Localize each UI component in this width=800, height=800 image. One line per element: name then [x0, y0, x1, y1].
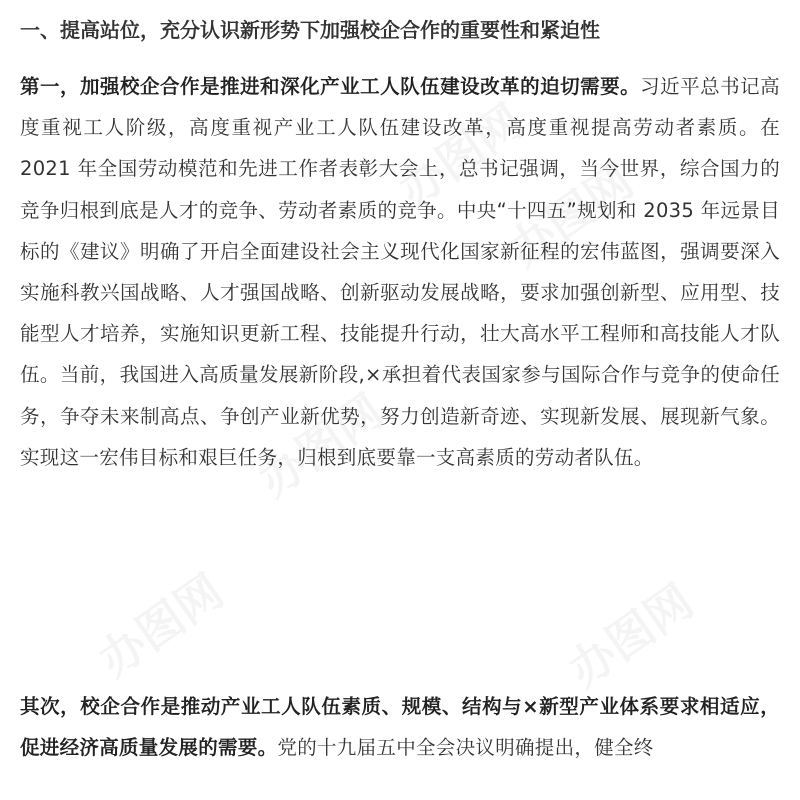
- watermark-logo: 办图网: [88, 563, 233, 688]
- paragraph-first: [20, 66, 780, 478]
- paragraph-lead: 第一，加强校企合作是推进和深化产业工人队伍建设改革的迫切需要。: [20, 75, 641, 98]
- section-heading: 一、提高站位，充分认识新形势下加强校企合作的重要性和紧迫性: [20, 18, 600, 42]
- paragraph-second: [20, 686, 780, 768]
- watermark-logo: 办图网: [248, 383, 393, 508]
- watermark-logo: 办图网: [498, 153, 643, 278]
- paragraph-lead: 其次，校企合作是推动产业工人队伍素质、规模、结构与×新型产业体系要求相适应，促进经济高质量发展的需要。: [20, 695, 780, 760]
- paragraph-body: 习近平总书记高度重视工人阶级，高度重视产业工人队伍建设改革，高度重视提高劳动者素质。在 2021 年全国劳动模范和先进工作者表彰大会上，总书记强调，当今世界，综合国力的竞争归根到底是人才的竞争、劳动者素质的竞争。中央“十四五”规划和 2035 年远景目标的《建议》明确了开启全面建设社会主义现代化国家新征程的宏伟蓝图，强调要深入实施科教兴国战略、人才强国战略、创新驱动发展战略，要求加强创新型、应用型、技能型人才培养，实施知识更新工程、技能提升行动，壮大高水平工程师和高技能人才队伍。当前，我国进入高质量发展新阶段,×承担着代表国家参与国际合作与竞争的使命任务，争夺未来制高点、争创产业新优势，努力创造新奇迹、实现新发展、展现新气象。实现这一宏伟目标和艰巨任务，归根到底要靠一支高素质的劳动者队伍。: [20, 75, 780, 469]
- paragraph-body: 党的十九届五中全会决议明确提出，健全终: [277, 736, 654, 760]
- watermark-logo: 办图网: [558, 573, 703, 698]
- watermark-logo: 办图网: [388, 93, 533, 218]
